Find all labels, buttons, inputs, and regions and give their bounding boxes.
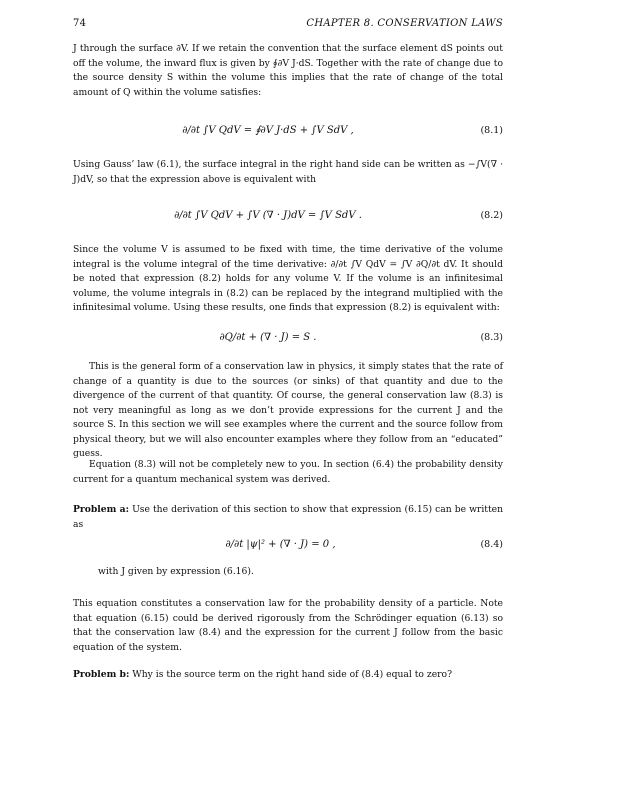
equation-8-4: [98, 530, 503, 560]
equation-8-1: [73, 116, 503, 146]
paragraph-5: Equation (8.3) will not be completely new to you. In section (6.4) the probability density current for a quantum mechanical system was derived.: [73, 459, 503, 485]
equation-label: (8.2): [480, 210, 503, 221]
equation-label: (8.1): [480, 125, 503, 136]
equation-body: ∂/∂t |ψ|² + (∇ · J) = 0 ,: [225, 539, 336, 550]
equation-8-3: [73, 323, 503, 353]
problem-a: [73, 503, 503, 532]
problem-a-text: Use the derivation of this section to show that expression (6.15) can be written as: [73, 504, 504, 530]
page-number: 74: [73, 18, 87, 29]
equation-label: (8.4): [480, 539, 503, 550]
equation-label: (8.3): [480, 332, 503, 343]
problem-b-heading: Problem b:: [73, 669, 130, 680]
problem-a-heading: Problem a:: [73, 504, 130, 515]
equation-8-2: [73, 201, 503, 231]
problem-b: [73, 668, 503, 683]
paragraph-6: This equation constitutes a conservation law for the probability density of a particle. Note that equation (6.15) could be derived rigorously from the Schrödinger equation (6.13) so that the conservation law (8.4) and the expression for the current J follow from the basic equation of the system.: [73, 598, 503, 653]
equation-body: ∂/∂t ∫V QdV + ∫V (∇ · J)dV = ∫V SdV .: [174, 210, 362, 221]
paragraph-2: Using Gauss’ law (6.1), the surface integral in the right hand side can be written as −∫V(∇ · J)dV, so that the expression above is equivalent with: [73, 159, 503, 185]
paragraph-3: Since the volume V is assumed to be fixed with time, the time derivative of the volume integral is the volume integral of the time derivative: ∂/∂t ∫V QdV = ∫V ∂Q/∂t dV. It should be noted that expression (8.2) holds for any volume V. If the volume is an infinitesimal volume, the volume integrals in (8.2) can be replaced by the integrand multiplied with the infinitesimal volume. Using these results, one finds that expression (8.2) is equivalent with:: [73, 244, 503, 313]
equation-body: ∂Q/∂t + (∇ · J) = S .: [219, 332, 317, 343]
problem-a-after: with J given by expression (6.16).: [98, 566, 254, 577]
problem-b-text: Why is the source term on the right hand side of (8.4) equal to zero?: [132, 669, 452, 680]
chapter-title: CHAPTER 8. CONSERVATION LAWS: [306, 18, 503, 29]
paragraph-4: This is the general form of a conservation law in physics, it simply states that the rate of change of a quantity is due to the sources (or sinks) of that quantity and due to the divergence of the current of that quantity. Of course, the general conservation law (8.3) is not very meaningful as long as we don’t provide expressions for the current J and the source S. In this section we will see examples where the current and the source follow from physical theory, but we will also encounter examples where they follow from an “educated” guess.: [73, 361, 503, 459]
paragraph-1: J through the surface ∂V. If we retain the convention that the surface element dS points out off the volume, the inward flux is given by ∮∂V J·dS. Together with the rate of change due to the source density S within the volume this implies that the rate of change of the total amount of Q within the volume satisfies:: [73, 43, 503, 98]
page-header: [73, 18, 503, 32]
equation-body: ∂/∂t ∫V QdV = ∮∂V J·dS + ∫V SdV ,: [182, 125, 354, 136]
